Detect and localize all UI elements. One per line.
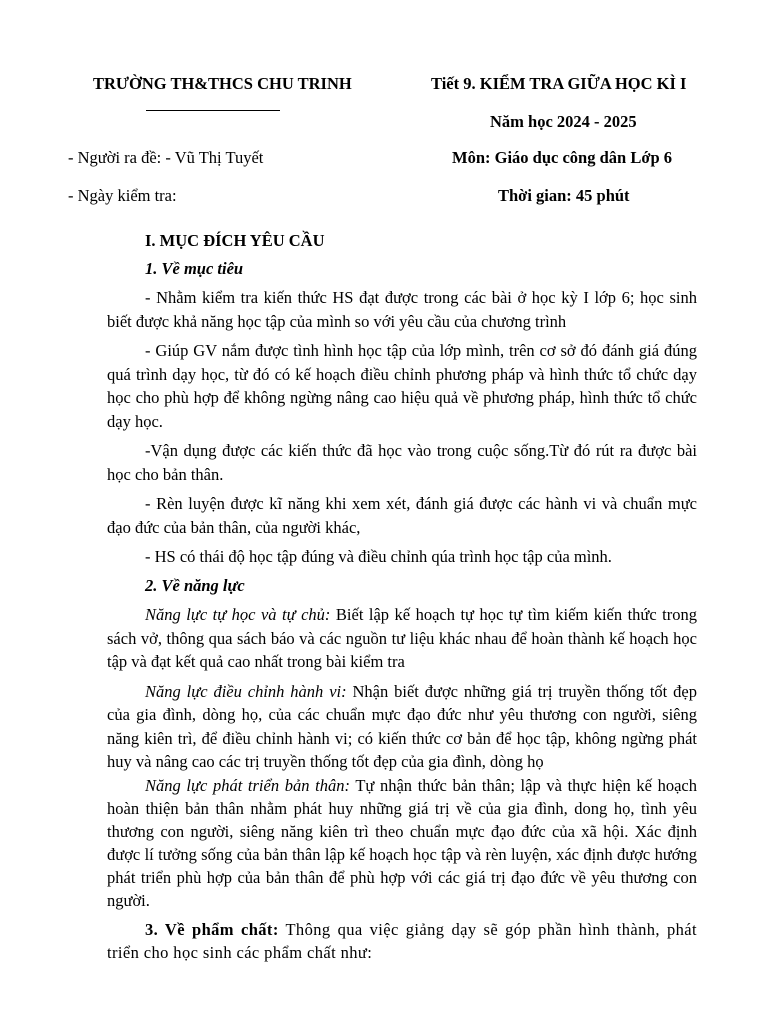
exam-duration: Thời gian: 45 phút bbox=[498, 186, 630, 205]
competency-text: Nhận biết được những giá trị truyền thống tốt đẹp của gia đình, dòng họ, của các chuẩn mực đạo đức như yêu thương con người, siêng năng kiên trì, để điều chỉnh hành vi; có kiến thức cơ bản để học tập, không ngừng phát huy và nâng cao các trị truyền thống tốt đẹp của gia đình, dòng họ bbox=[107, 681, 697, 771]
goal-paragraph: - Rèn luyện được kĩ năng khi xem xét, đánh giá được các hành vi và chuẩn mực đạo đức của bản thân, của người khác, bbox=[107, 494, 697, 537]
competency-label: Năng lực điều chỉnh hành vi: bbox=[145, 681, 347, 701]
school-name: TRƯỜNG TH&THCS CHU TRINH bbox=[93, 74, 352, 93]
section-title: I. MỤC ĐÍCH YÊU CẦU bbox=[145, 231, 325, 250]
competency-label: Năng lực tự học và tự chủ: bbox=[145, 605, 331, 624]
competency-paragraph bbox=[107, 680, 697, 774]
competency-paragraph bbox=[107, 603, 697, 674]
competency-label: Năng lực phát triển bản thân: bbox=[145, 775, 350, 795]
qualities-text: Thông qua việc giảng dạy sẽ góp phần hình thành, phát triển cho học sinh các phẩm chất như: bbox=[107, 919, 697, 962]
goal-paragraph: - HS có thái độ học tập đúng và điều chỉnh qúa trình học tập của mình. bbox=[145, 547, 612, 566]
goal-paragraph: - Giúp GV nắm được tình hình học tập của lớp mình, trên cơ sở đó đánh giá đúng quá trình dạy học, từ đó có kế hoạch điều chỉnh phương pháp và hình thức tổ chức dạy học cho phù hợp để không ngừng nâng cao hiệu quả về phương pháp, hình thức tổ chức dạy học. bbox=[107, 341, 697, 431]
exam-date: - Ngày kiểm tra: bbox=[68, 186, 177, 205]
school-year: Năm học 2024 - 2025 bbox=[490, 112, 637, 131]
subsection-title-competency: 2. Về năng lực bbox=[145, 575, 245, 595]
competency-text: Tự nhận thức bản thân; lập và thực hiện kế hoạch hoàn thiện bản thân nhằm phát huy những giá trị về của gia đình, dong họ, tình yêu thương con người, siêng năng kiên trì theo chuẩn mực đạo đức của xã hội. Xác định được lí tưởng sống của bản thân lập kế hoạch học tập và rèn luyện, xác định được hướng phát triển phù hợp của bản thân để phù hợp với các giá trị đạo đức về yêu thương con người. bbox=[107, 775, 697, 910]
school-underline bbox=[146, 110, 280, 111]
competency-paragraph bbox=[107, 774, 697, 912]
document-body bbox=[107, 229, 697, 965]
qualities-paragraph bbox=[107, 918, 697, 965]
exam-title: Tiết 9. KIỂM TRA GIỮA HỌC KÌ I bbox=[431, 74, 687, 93]
subsection-title-goals: 1. Về mục tiêu bbox=[145, 258, 244, 278]
goal-paragraph: - Nhằm kiểm tra kiến thức HS đạt được trong các bài ở học kỳ I lớp 6; học sinh biết được khả năng học tập của mình so với yêu cầu của chương trình bbox=[107, 288, 697, 331]
exam-subject: Môn: Giáo dục công dân Lớp 6 bbox=[452, 148, 673, 167]
subsection-title-qualities: 3. Về phẩm chất: bbox=[145, 919, 279, 939]
goal-paragraph: -Vận dụng được các kiến thức đã học vào trong cuộc sống.Từ đó rút ra được bài học cho bản thân. bbox=[107, 441, 697, 484]
competency-text: Biết lập kế hoạch tự học tự tìm kiếm kiến thức trong sách vở, thông qua sách báo và các nguồn tư liệu khác nhau để hoàn thành kế hoạch học tập và đạt kết quả cao nhất trong bài kiểm tra bbox=[107, 605, 697, 671]
exam-author: - Người ra đề: - Vũ Thị Tuyết bbox=[68, 148, 264, 167]
